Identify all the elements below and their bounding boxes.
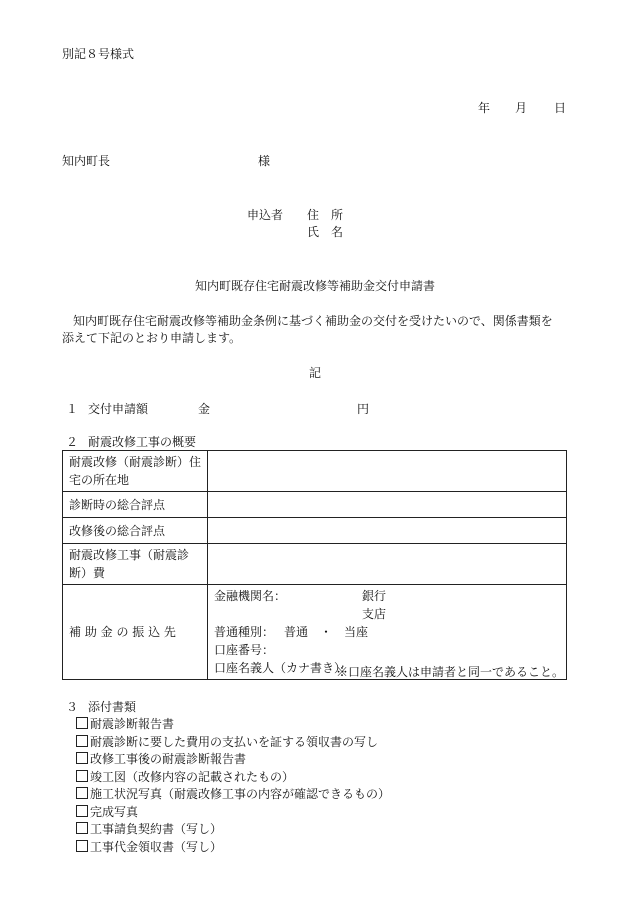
row-label-cost: 耐震改修工事（耐震診断）費 bbox=[63, 544, 208, 585]
row-label-location: 耐震改修（耐震診断）住宅の所在地 bbox=[63, 451, 208, 492]
form-number: 別記８号様式 bbox=[62, 47, 135, 61]
account-type-options: 普通 ・ 当座 bbox=[284, 625, 369, 639]
body-line-1: 知内町既存住宅耐震改修等補助金条例に基づく補助金の交付を受けたいので、関係書類を bbox=[73, 314, 553, 328]
section1-number: １ bbox=[66, 402, 79, 416]
date-year: 年 bbox=[478, 101, 491, 115]
section1-label: 交付申請額 bbox=[88, 402, 149, 416]
account-holder-label: 口座名義人（カナ書き）： bbox=[214, 661, 353, 675]
document-title: 知内町既存住宅耐震改修等補助金交付申請書 bbox=[194, 279, 435, 293]
section1-kin: 金 bbox=[198, 402, 211, 416]
list-item[interactable]: 耐震診断報告書 bbox=[76, 716, 390, 734]
body-line-2: 添えて下記のとおり申請します。 bbox=[62, 331, 242, 345]
row-value-cost[interactable] bbox=[208, 544, 567, 585]
date-month: 月 bbox=[515, 101, 528, 115]
date-day: 日 bbox=[554, 101, 567, 115]
branch-suffix: 支店 bbox=[362, 607, 387, 621]
row-value-diagnosis-score[interactable] bbox=[208, 492, 567, 518]
list-item[interactable]: 竣工図（改修内容の記載されたもの） bbox=[76, 769, 390, 787]
account-number-label: 口座番号： bbox=[214, 643, 275, 657]
section2-number: ２ bbox=[66, 435, 79, 449]
applicant-address-label: 住 所 bbox=[307, 208, 344, 222]
checkbox-icon[interactable] bbox=[76, 735, 88, 747]
checkbox-icon[interactable] bbox=[76, 770, 88, 782]
section2-label: 耐震改修工事の概要 bbox=[88, 435, 197, 449]
applicant-label: 申込者 bbox=[247, 208, 284, 222]
transfer-note: ※口座名義人は申請者と同一であること。 bbox=[335, 665, 564, 679]
addressee-honorific: 様 bbox=[258, 154, 271, 168]
checkbox-icon[interactable] bbox=[76, 805, 88, 817]
addressee-name: 知内町長 bbox=[62, 154, 111, 168]
checkbox-icon[interactable] bbox=[76, 787, 88, 799]
construction-outline-table bbox=[62, 450, 567, 680]
ki-heading: 記 bbox=[308, 366, 321, 380]
checkbox-icon[interactable] bbox=[76, 752, 88, 764]
section3-label: 添付書類 bbox=[88, 700, 137, 714]
account-type-label: 普通種別： bbox=[214, 625, 275, 639]
bank-suffix: 銀行 bbox=[362, 589, 387, 603]
list-item[interactable]: 完成写真 bbox=[76, 804, 390, 822]
list-item[interactable]: 施工状況写真（耐震改修工事の内容が確認できるもの） bbox=[76, 786, 390, 804]
checkbox-icon[interactable] bbox=[76, 822, 88, 834]
row-value-location[interactable] bbox=[208, 451, 567, 492]
row-label-transfer: 補 助 金 の 振 込 先 bbox=[63, 585, 208, 680]
section1-yen: 円 bbox=[357, 402, 370, 416]
table-row bbox=[63, 544, 567, 585]
list-item[interactable]: 工事代金領収書（写し） bbox=[76, 839, 390, 857]
bank-name-label: 金融機関名： bbox=[214, 589, 287, 603]
row-label-diagnosis-score: 診断時の総合評点 bbox=[63, 492, 208, 518]
attachment-list bbox=[76, 716, 390, 856]
list-item[interactable]: 改修工事後の耐震診断報告書 bbox=[76, 751, 390, 769]
checkbox-icon[interactable] bbox=[76, 840, 88, 852]
checkbox-icon[interactable] bbox=[76, 717, 88, 729]
section3-number: ３ bbox=[66, 700, 79, 714]
list-item[interactable]: 工事請負契約書（写し） bbox=[76, 821, 390, 839]
list-item[interactable]: 耐震診断に要した費用の支払いを証する領収書の写し bbox=[76, 734, 390, 752]
row-value-post-score[interactable] bbox=[208, 518, 567, 544]
table-row bbox=[63, 492, 567, 518]
applicant-name-label: 氏 名 bbox=[307, 225, 344, 239]
table-row bbox=[63, 518, 567, 544]
table-row bbox=[63, 451, 567, 492]
row-label-post-score: 改修後の総合評点 bbox=[63, 518, 208, 544]
